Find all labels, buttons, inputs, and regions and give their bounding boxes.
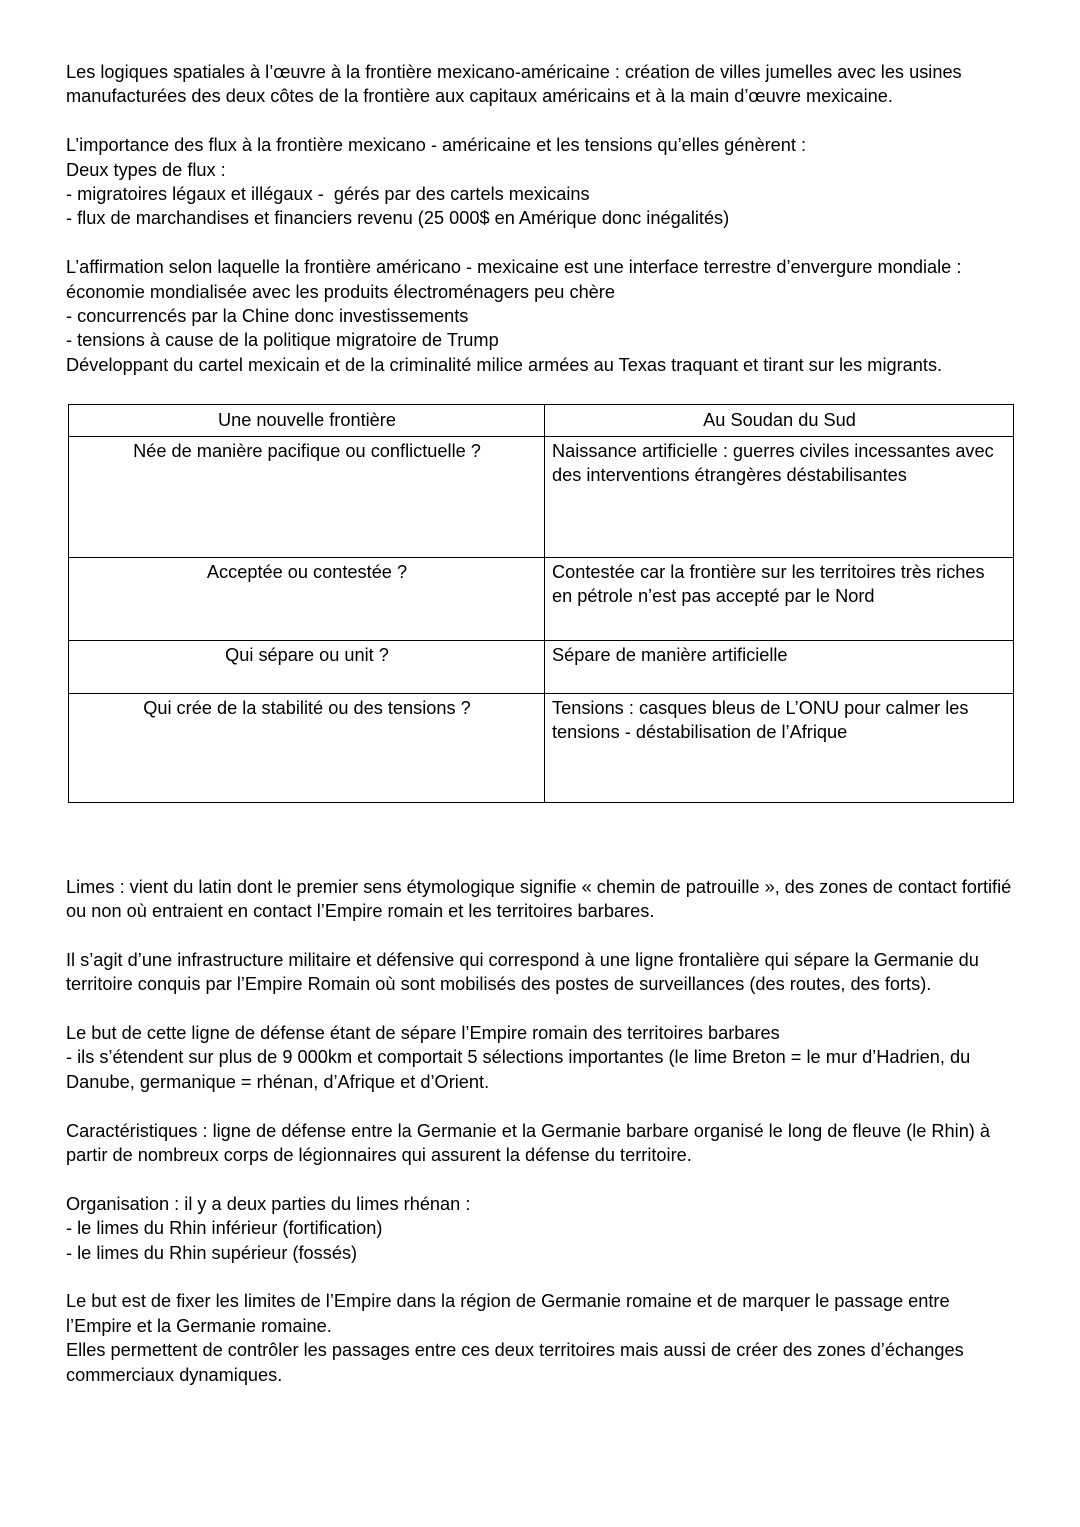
paragraph-cartel-development: Développant du cartel mexicain et de la criminalité milice armées au Texas traquant et tirant sur les migrants.	[66, 354, 943, 375]
question-text: Qui sépare ou unit ?	[225, 644, 389, 665]
paragraph-flows-intro: L’importance des flux à la frontière mexicano - américaine et les tensions qu’elles génèrent :	[66, 135, 807, 156]
table-cell-answer	[545, 693, 1014, 802]
question-text: Acceptée ou contestée ?	[206, 561, 408, 582]
paragraph-spacer	[66, 231, 1016, 255]
list-item-goods-flows: - flux de marchandises et financiers revenu (25 000$ en Amérique donc inégalités)	[66, 208, 730, 229]
table-row	[69, 557, 1014, 640]
table-body	[69, 436, 1014, 802]
table-head	[69, 405, 1014, 436]
document-body	[66, 60, 1016, 1387]
list-item-china-competition: - concurrencés par la Chine donc investissements	[66, 306, 469, 327]
paragraph-organisation-intro: Organisation : il y a deux parties du limes rhénan :	[66, 1193, 471, 1214]
table-cell-answer	[545, 436, 1014, 557]
table-cell-question	[69, 557, 545, 640]
answer-text: Contestée car la frontière sur les territoires très riches en pétrole n’est pas accepté par le Nord	[552, 561, 990, 607]
question-text: Qui crée de la stabilité ou des tensions ?	[143, 697, 471, 718]
table-row	[69, 693, 1014, 802]
comparison-table	[68, 404, 1014, 802]
table-header-row	[69, 405, 1014, 436]
answer-text: Sépare de manière artificielle	[552, 644, 788, 665]
column-header-south-sudan: Au Soudan du Sud	[545, 405, 1014, 436]
paragraph-limes-definition: Limes : vient du latin dont le premier sens étymologique signifie « chemin de patrouille », des zones de contact fortifié ou non où entraient en contact l’Empire romain et les territoires barbares.	[66, 876, 1017, 922]
paragraph-spacer	[66, 1265, 1016, 1289]
list-item-lower-rhine: - le limes du Rhin inférieur (fortification)	[66, 1218, 383, 1239]
column-header-new-frontier: Une nouvelle frontière	[69, 405, 545, 436]
table-cell-question	[69, 436, 545, 557]
comparison-table-wrapper	[66, 404, 1016, 802]
paragraph-spacer	[66, 109, 1016, 133]
list-item-trump-tensions: - tensions à cause de la politique migratoire de Trump	[66, 330, 499, 351]
table-cell-question	[69, 693, 545, 802]
answer-text: Tensions : casques bleus de L’ONU pour calmer les tensions - déstabilisation de l’Afrique	[552, 697, 974, 743]
paragraph-empire-limits: Le but est de fixer les limites de l’Empire dans la région de Germanie romaine et de marquer le passage entre l’Empire et la Germanie romaine.	[66, 1291, 955, 1336]
table-row	[69, 436, 1014, 557]
table-cell-question	[69, 640, 545, 693]
paragraph-border-logics: Les logiques spatiales à l’œuvre à la frontière mexicano-américaine : création de villes jumelles avec les usines manufacturées des deux côtes de la frontière aux capitaux américains et à la main d’œuvre mexicaine.	[66, 62, 967, 107]
paragraph-flows-types: Deux types de flux :	[66, 159, 226, 180]
paragraph-spacer	[66, 1094, 1016, 1118]
paragraph-interface-claim: L’affirmation selon laquelle la frontière américano - mexicaine est une interface terrestre d’envergure mondiale : économie mondialisée avec les produits électroménagers peu chère	[66, 257, 967, 302]
paragraph-spacer	[66, 1167, 1016, 1191]
paragraph-spacer	[66, 997, 1016, 1021]
section-spacer	[66, 803, 1016, 875]
table-cell-answer	[545, 640, 1014, 693]
paragraph-spacer	[66, 923, 1016, 947]
list-item-upper-rhine: - le limes du Rhin supérieur (fossés)	[66, 1242, 358, 1263]
paragraph-trade-zones: Elles permettent de contrôler les passages entre ces deux territoires mais aussi de créer des zones d’échanges commerciaux dynamiques.	[66, 1340, 969, 1385]
paragraph-defense-purpose: Le but de cette ligne de défense étant de sépare l’Empire romain des territoires barbares	[66, 1023, 780, 1044]
paragraph-characteristics: Caractéristiques : ligne de défense entre la Germanie et la Germanie barbare organisé le long de fleuve (le Rhin) à partir de nombreux corps de légionnaires qui assurent la défense du territoire.	[66, 1120, 996, 1166]
table-row	[69, 640, 1014, 693]
question-text: Née de manière pacifique ou conflictuelle ?	[133, 440, 481, 461]
table-cell-answer	[545, 557, 1014, 640]
answer-text: Naissance artificielle : guerres civiles incessantes avec des interventions étrangères déstabilisantes	[552, 440, 999, 486]
list-item-migratory-flows: - migratoires légaux et illégaux - gérés par des cartels mexicains	[66, 184, 590, 205]
paragraph-military-infrastructure: Il s’agit d’une infrastructure militaire et défensive qui correspond à une ligne frontalière qui sépare la Germanie du territoire conquis par l’Empire Romain où sont mobilisés des postes de surveillances (des routes, des forts).	[66, 949, 984, 995]
list-item-limes-extent: - ils s’étendent sur plus de 9 000km et comportait 5 sélections importantes (le lime Breton = le mur d’Hadrien, du Danube, germanique = rhénan, d’Afrique et d’Orient.	[66, 1047, 976, 1092]
